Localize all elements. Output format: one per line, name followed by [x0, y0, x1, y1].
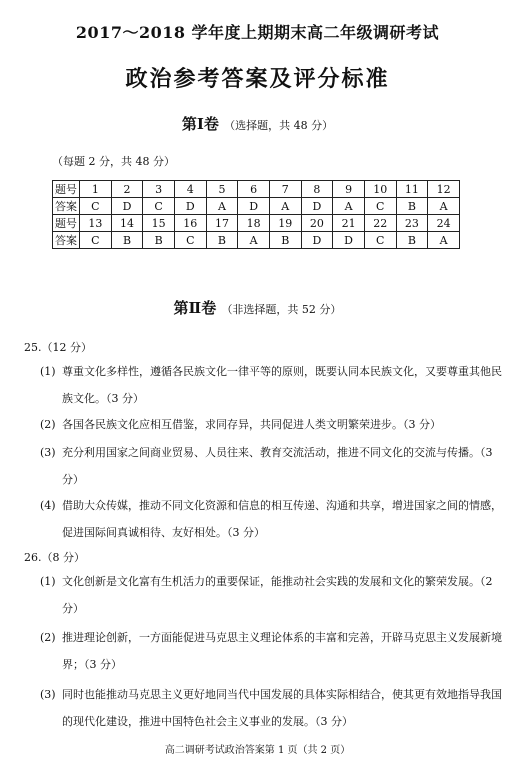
- item-text: 同时也能推动马克思主义更好地同当代中国发展的具体实际相结合，使其更有效地指导我国的现代化建设，推进中国特色社会主义事业的发展。（3 分）: [62, 688, 502, 728]
- item-number: (2): [40, 631, 56, 644]
- item-text: 各国各民族文化应相互借鉴，求同存异，共同促进人类文明繁荣进步。（3 分）: [62, 418, 441, 431]
- answer-cell: A: [269, 198, 301, 215]
- question-number-cell: 7: [269, 181, 301, 198]
- item-text: 文化创新是文化富有生机活力的重要保证，能推动社会实践的发展和文化的繁荣发展。（2 分）: [62, 575, 493, 615]
- answer-cell: B: [111, 232, 143, 249]
- question-number-cell: 10: [364, 181, 396, 198]
- answer-table: [52, 180, 460, 249]
- answer-cell: D: [301, 198, 333, 215]
- answer-cell: C: [143, 198, 175, 215]
- table-row-answers: [53, 232, 460, 249]
- answer-cell: A: [333, 198, 365, 215]
- answer-cell: B: [269, 232, 301, 249]
- question-number-cell: 5: [206, 181, 238, 198]
- item-text: 推进理论创新，一方面能促进马克思主义理论体系的丰富和完善，开辟马克思主义发展新境界；（3 分）: [62, 631, 502, 671]
- question-number-cell: 19: [269, 215, 301, 232]
- question-number-cell: 22: [364, 215, 396, 232]
- question-number-cell: 6: [238, 181, 270, 198]
- answer-cell: D: [333, 232, 365, 249]
- answer-cell: B: [206, 232, 238, 249]
- row-header-cell: 答案: [53, 232, 80, 249]
- question-number-cell: 8: [301, 181, 333, 198]
- item-text: 借助大众传媒，推动不同文化资源和信息的相互传递、沟通和共享，增进国家之间的情感，促进国际间真诚相待、友好相处。（3 分）: [62, 499, 502, 539]
- answer-cell: A: [428, 198, 460, 215]
- item-number: (3): [40, 688, 56, 701]
- answer-cell: B: [396, 198, 428, 215]
- part1-heading: [0, 113, 515, 134]
- item-number: (2): [40, 418, 56, 431]
- question-number-cell: 13: [80, 215, 112, 232]
- question-25-heading: 25.（12 分）: [24, 341, 92, 354]
- page-footer: 高二调研考试政治答案第 1 页（共 2 页）: [164, 745, 351, 756]
- q25-item-2: [40, 411, 502, 438]
- item-number: (1): [40, 575, 56, 588]
- answer-cell: D: [111, 198, 143, 215]
- question-number-cell: 21: [333, 215, 365, 232]
- question-number-cell: 14: [111, 215, 143, 232]
- question-number-cell: 12: [428, 181, 460, 198]
- answer-cell: C: [80, 198, 112, 215]
- item-number: (4): [40, 499, 56, 512]
- question-number-cell: 1: [80, 181, 112, 198]
- question-number-cell: 18: [238, 215, 270, 232]
- exam-title: 2017～2018 学年度上期期末高二年级调研考试: [75, 23, 440, 42]
- item-number: (3): [40, 446, 56, 459]
- item-text: 尊重文化多样性，遵循各民族文化一律平等的原则，既要认同本民族文化，又要尊重其他民族文化。（3 分）: [62, 365, 502, 405]
- answer-cell: B: [143, 232, 175, 249]
- answer-cell: A: [238, 232, 270, 249]
- item-text: 充分利用国家之间商业贸易、人员往来、教育交流活动，推进不同文化的交流与传播。（3 分）: [62, 446, 493, 486]
- q25-item-3: [40, 439, 502, 493]
- part1-note: （选择题，共 48 分）: [224, 119, 334, 132]
- q25-item-1: [40, 358, 502, 412]
- question-number-cell: 24: [428, 215, 460, 232]
- answer-cell: C: [174, 232, 206, 249]
- table-row-question-numbers: [53, 181, 460, 198]
- score-note: （每题 2 分，共 48 分）: [52, 155, 175, 168]
- answer-cell: C: [364, 232, 396, 249]
- question-number-cell: 20: [301, 215, 333, 232]
- part2-note: （非选择题，共 52 分）: [221, 303, 342, 316]
- row-header-cell: 答案: [53, 198, 80, 215]
- answer-cell: D: [174, 198, 206, 215]
- q26-item-1: [40, 568, 502, 622]
- question-number-cell: 3: [143, 181, 175, 198]
- item-number: (1): [40, 365, 56, 378]
- answer-cell: A: [428, 232, 460, 249]
- question-number-cell: 23: [396, 215, 428, 232]
- question-number-cell: 4: [174, 181, 206, 198]
- part2-title: 第Ⅱ卷: [173, 299, 217, 317]
- part1-title: 第Ⅰ卷: [181, 115, 219, 133]
- row-header-cell: 题号: [53, 215, 80, 232]
- question-number-cell: 9: [333, 181, 365, 198]
- answer-cell: C: [80, 232, 112, 249]
- table-row-answers: [53, 198, 460, 215]
- question-number-cell: 11: [396, 181, 428, 198]
- answer-cell: A: [206, 198, 238, 215]
- table-row-question-numbers: [53, 215, 460, 232]
- answer-cell: D: [238, 198, 270, 215]
- q26-item-3: [40, 681, 502, 735]
- answer-cell: D: [301, 232, 333, 249]
- question-number-cell: 15: [143, 215, 175, 232]
- question-number-cell: 2: [111, 181, 143, 198]
- question-26-heading: 26.（8 分）: [24, 551, 85, 564]
- question-number-cell: 16: [174, 215, 206, 232]
- q26-item-2: [40, 624, 502, 678]
- document-title: 政治参考答案及评分标准: [125, 66, 390, 92]
- part2-heading: [0, 297, 515, 318]
- answer-cell: B: [396, 232, 428, 249]
- question-number-cell: 17: [206, 215, 238, 232]
- q25-item-4: [40, 492, 502, 546]
- row-header-cell: 题号: [53, 181, 80, 198]
- answer-cell: C: [364, 198, 396, 215]
